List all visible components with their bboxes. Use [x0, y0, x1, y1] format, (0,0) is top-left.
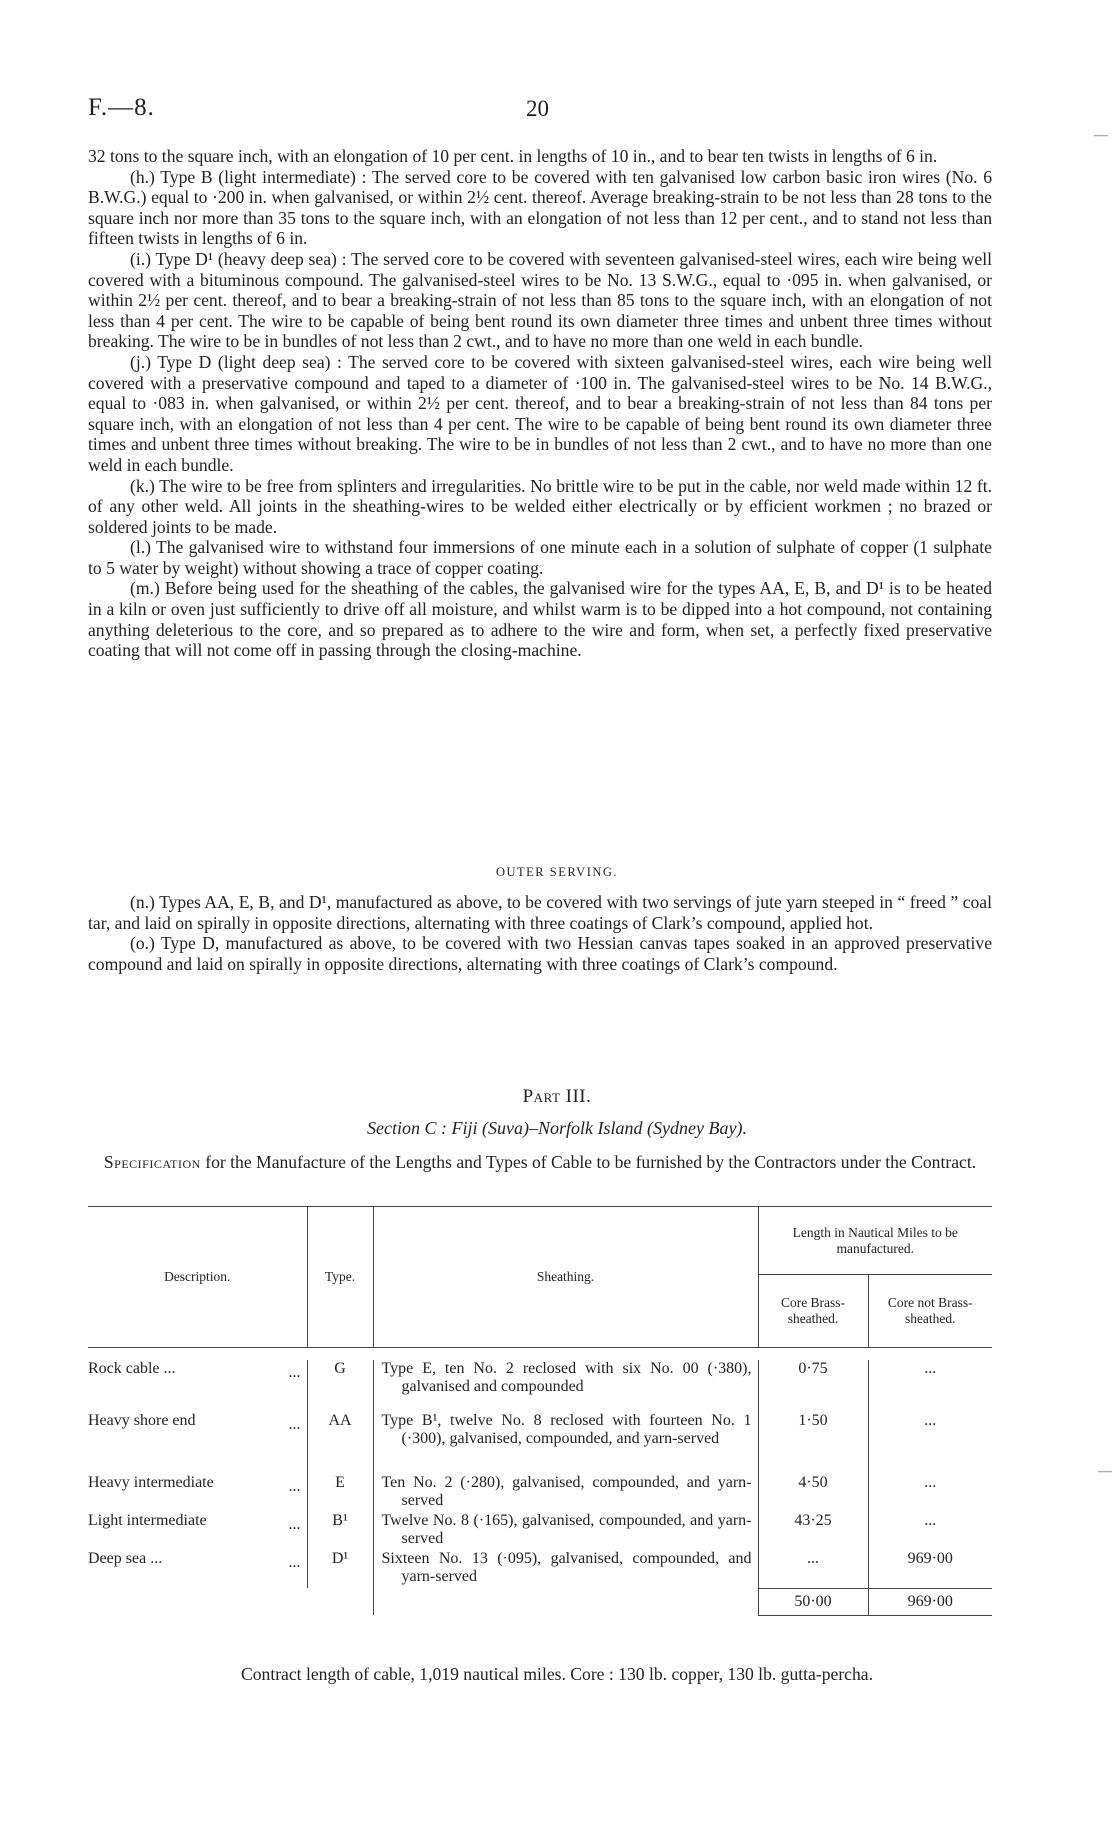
row-description: Light intermediate	[88, 1512, 207, 1529]
row-description: Heavy shore end	[88, 1412, 196, 1429]
header-core-not-brass: Core not Brass-sheathed.	[868, 1275, 992, 1348]
specification-lead: Specification	[103, 1152, 201, 1172]
total-core-brass: 50·00	[758, 1588, 868, 1615]
paragraph-l: (l.) The galvanised wire to withstand four immersions of one minute each in a solution of sulphate of copper (1 sulphate to 5 water by weight) without showing a trace of copper coating.	[88, 537, 992, 578]
specification-title	[88, 1152, 992, 1173]
contract-length-note: Contract length of cable, 1,019 nautical miles. Core : 130 lb. copper, 130 lb. gutta-percha.	[240, 1664, 873, 1684]
row-dots: ...	[288, 1416, 301, 1433]
header-type: Type.	[307, 1207, 373, 1348]
row-core-brass: ...	[758, 1550, 868, 1588]
page-number: 20	[526, 96, 549, 121]
paragraph-n: (n.) Types AA, E, B, and D¹, manufactured as above, to be covered with two servings of jute yarn steeped in “ freed ” coal tar, and laid on spirally in opposite directions, alternating with three coatings of Clark’s compound, applied hot.	[88, 892, 992, 933]
table-row	[88, 1512, 992, 1550]
paragraph-m: (m.) Before being used for the sheathing of the cables, the galvanised wire for the types AA, E, B, and D¹ is to be heated in a kiln or oven just sufficiently to drive off all moisture, and whilst warm is to be dipped into a hot compound, not containing anything deleterious to the core, and so prepared as to adhere to the wire and form, when set, a perfectly fixed preservative coating that will not come off in passing through the closing-machine.	[88, 578, 992, 661]
specification-body	[88, 146, 992, 661]
row-core-brass: 1·50	[758, 1412, 868, 1474]
part-title: Part III.	[522, 1086, 592, 1107]
row-type: AA	[307, 1412, 373, 1474]
table-row	[88, 1474, 992, 1512]
table-row	[88, 1360, 992, 1412]
row-core-brass: 43·25	[758, 1512, 868, 1550]
row-core-not-brass: ...	[868, 1512, 992, 1550]
row-type: G	[307, 1360, 373, 1412]
document-page: F.—8. 20 — 32 tons to the square inch, with an elongation of 10 per cent. in lengths of 10 in., and to bear ten twists in lengths of 6 in. (h.) Type B (light intermediate) : The served core to be covered with ten galvanised low carbon basic iron wires (No. 6 B.W.G.) equal to ·200 in. when galvanised, or within 2½ cent. thereof. Average breaking-strain to be not less than 28 tons to the square inch nor more than 35 tons to the square inch, with an elongation of not less than 12 per cent., and to stand not less than fifteen twists in lengths of 6 in. (i.) Type D¹ (heavy deep sea) : The served core to be covered with seventeen galvanised-steel wires, each wire being well covered with a bituminous compound. The galvanised-steel wires to be No. 13 S.W.G., equal to ·095 in. when galvanised, or within 2½ per cent. thereof, and to bear a breaking-strain of not less than 85 tons to the square inch, with an elongation of not less than 4 per cent. The wire to be capable of being bent round its own diameter three times and unbent three times without breaking. The wire to be in bundles of not less than 2 cwt., and to have no more than one weld in each bundle. (j.) Type D (light deep sea) : The served core to be covered with sixteen galvanised-steel wires, each wire being well covered with a preservative compound and taped to a diameter of ·100 in. The galvanised-steel wires to be No. 14 B.W.G., equal to ·083 in. when galvanised, or within 2½ per cent. thereof, and to bear a breaking-strain of not less than 84 tons per square inch, with an elongation of not less than 4 per cent. The wire to be capable of being bent round its own diameter three times and unbent three times without breaking. The wire to be in bundles of not less than 2 cwt., and to have no more than one weld in each bundle. (k.) The wire to be free from splinters and irregularities. No brittle wire to be put in the cable, nor weld made within 12 ft. of any other weld. All joints in the sheathing-wires to be welded either electrically or by efficient workmen ; no brazed or soldered joints to be made. (l.) The galvanised wire to withstand four immersions of one minute each in a solution of sulphate of copper (1 sulphate to 5 water by weight) without showing a trace of copper coating. (m.) Before being used for the sheathing of the cables, the galvanised wire for the types AA, E, B, and D¹ is to be heated in a kiln or oven just sufficiently to drive off all moisture, and whilst warm is to be dipped into a hot compound, not containing anything deleterious to the core, and so prepared as to adhere to the wire and form, when set, a perfectly fixed preservative coating that will not come off in passing through the closing-machine. OUTER SERVING. (n.) Types AA, E, B, and D¹, manufactured as above, to be covered with two servings of jute yarn steeped in “ freed ” coal tar, and laid on spirally in opposite directions, alternating with three coatings of Clark’s compound, applied hot. (o.) Type D, manufactured as above, to be covered with two Hessian canvas tapes soaked in an approved preservative compound and laid on spirally in opposite directions, alternating with three coatings of Clark’s compound. Part III. Section C : Fiji (Suva)–Norfolk Island (Sydney Bay). Specification for the Manufacture of the Lengths and Types of Cable to be furnished by the Contractors under the Contract. Description. Type. Sheathing. Length in Nautical Miles to be manufactured. Core Brass-sheathed. Core not Brass-sheathed. Rock cable ... ... G Type E, ten No. 2 reclosed with six No. 00 (·380), galvanised and compounded 0·75 ... Heavy shore end ... AA Type B¹, twelve No. 8 reclosed with fourteen No. 1 (·300), galvanised, compounded, and yarn-served 1·50 ... Heavy intermediate ... E Ten No. 2 (·280), galvanised, compounded, and yarn-served 4·50 ... Light intermediate ... B¹ Twelve No. 8 (·165), galvanised, compounded, and yarn-served 43·25 ... Deep sea ... ... D¹ Sixteen No. 13 (·095), galvanised, compounded, and yarn-served ... 969·00 50·00 969·00 Contract length of cable, 1,019 nautical miles. Core : 130 lb. copper, 130 lb. gutta-percha. —	[0, 0, 1114, 1846]
header-core-brass: Core Brass-sheathed.	[758, 1275, 868, 1348]
cable-specification-table	[88, 1206, 992, 1616]
document-reference: F.—8.	[88, 94, 155, 121]
row-sheathing: Twelve No. 8 (·165), galvanised, compounded, and yarn-served	[381, 1512, 752, 1547]
paragraph-o: (o.) Type D, manufactured as above, to be covered with two Hessian canvas tapes soaked in an approved preservative compound and laid on spirally in opposite directions, alternating with three coatings of Clark’s compound.	[88, 933, 992, 974]
row-description: Rock cable ...	[88, 1360, 176, 1377]
row-dots: ...	[288, 1516, 301, 1533]
row-core-brass: 0·75	[758, 1360, 868, 1412]
paragraph-k: (k.) The wire to be free from splinters and irregularities. No brittle wire to be put in the cable, nor weld made within 12 ft. of any other weld. All joints in the sheathing-wires to be welded either electrically or by efficient workmen ; no brazed or soldered joints to be made.	[88, 475, 992, 537]
row-core-brass: 4·50	[758, 1474, 868, 1512]
row-sheathing: Type B¹, twelve No. 8 reclosed with fourteen No. 1 (·300), galvanised, compounded, and yarn-served	[381, 1412, 752, 1447]
row-core-not-brass: ...	[868, 1412, 992, 1474]
row-dots: ...	[288, 1554, 301, 1571]
row-sheathing: Ten No. 2 (·280), galvanised, compounded, and yarn-served	[381, 1474, 752, 1509]
section-title: Section C : Fiji (Suva)–Norfolk Island (Sydney Bay).	[367, 1118, 747, 1138]
row-core-not-brass: ...	[868, 1360, 992, 1412]
totals-row	[88, 1588, 992, 1615]
total-core-not-brass: 969·00	[868, 1588, 992, 1615]
table-row	[88, 1550, 992, 1588]
row-dots: ...	[288, 1478, 301, 1495]
paragraph-i: (i.) Type D¹ (heavy deep sea) : The served core to be covered with seventeen galvanised-steel wires, each wire being well covered with a bituminous compound. The galvanised-steel wires to be No. 13 S.W.G., equal to ·095 in. when galvanised, or within 2½ per cent. thereof, and to bear a breaking-strain of not less than 85 tons to the square inch, with an elongation of not less than 4 per cent. The wire to be capable of being bent round its own diameter three times and unbent three times without breaking. The wire to be in bundles of not less than 2 cwt., and to have no more than one weld in each bundle.	[88, 248, 992, 352]
row-dots: ...	[288, 1364, 301, 1381]
paragraph-h: (h.) Type B (light intermediate) : The served core to be covered with ten galvanised low carbon basic iron wires (No. 6 B.W.G.) equal to ·200 in. when galvanised, or within 2½ cent. thereof. Average breaking-strain to be not less than 28 tons to the square inch nor more than 35 tons to the square inch, with an elongation of not less than 12 per cent., and to stand not less than fifteen twists in lengths of 6 in.	[88, 166, 992, 249]
row-type: D¹	[307, 1550, 373, 1588]
row-type: E	[307, 1474, 373, 1512]
row-core-not-brass: 969·00	[868, 1550, 992, 1588]
row-core-not-brass: ...	[868, 1474, 992, 1512]
header-sheathing: Sheathing.	[373, 1207, 758, 1348]
header-description: Description.	[164, 1269, 231, 1284]
paragraph-continuation: 32 tons to the square inch, with an elongation of 10 per cent. in lengths of 10 in., and to bear ten twists in lengths of 6 in.	[88, 146, 938, 166]
paragraph-j: (j.) Type D (light deep sea) : The served core to be covered with sixteen galvanised-steel wires, each wire being well covered with a preservative compound and taped to a diameter of ·100 in. The galvanised-steel wires to be No. 14 B.W.G., equal to ·083 in. when galvanised, or within 2½ per cent. thereof, and to bear a breaking-strain of not less than 84 tons per square inch, with an elongation of not less than 4 per cent. The wire to be capable of being bent round its own diameter three times and unbent three times without breaking. The wire to be in bundles of not less than 2 cwt., and to have no more than one weld in each bundle.	[88, 351, 992, 475]
table-row	[88, 1412, 992, 1474]
outer-serving-heading: OUTER SERVING.	[495, 865, 619, 879]
row-description: Deep sea ...	[88, 1550, 163, 1567]
row-description: Heavy intermediate	[88, 1474, 214, 1491]
outer-serving-body	[88, 892, 992, 974]
row-sheathing: Sixteen No. 13 (·095), galvanised, compounded, and yarn-served	[381, 1550, 752, 1585]
row-sheathing: Type E, ten No. 2 reclosed with six No. 00 (·380), galvanised and compounded	[381, 1360, 752, 1395]
specification-rest: for the Manufacture of the Lengths and Types of Cable to be furnished by the Contractors under the Contract.	[200, 1152, 977, 1172]
header-length-group: Length in Nautical Miles to be manufactured.	[758, 1207, 992, 1275]
row-type: B¹	[307, 1512, 373, 1550]
